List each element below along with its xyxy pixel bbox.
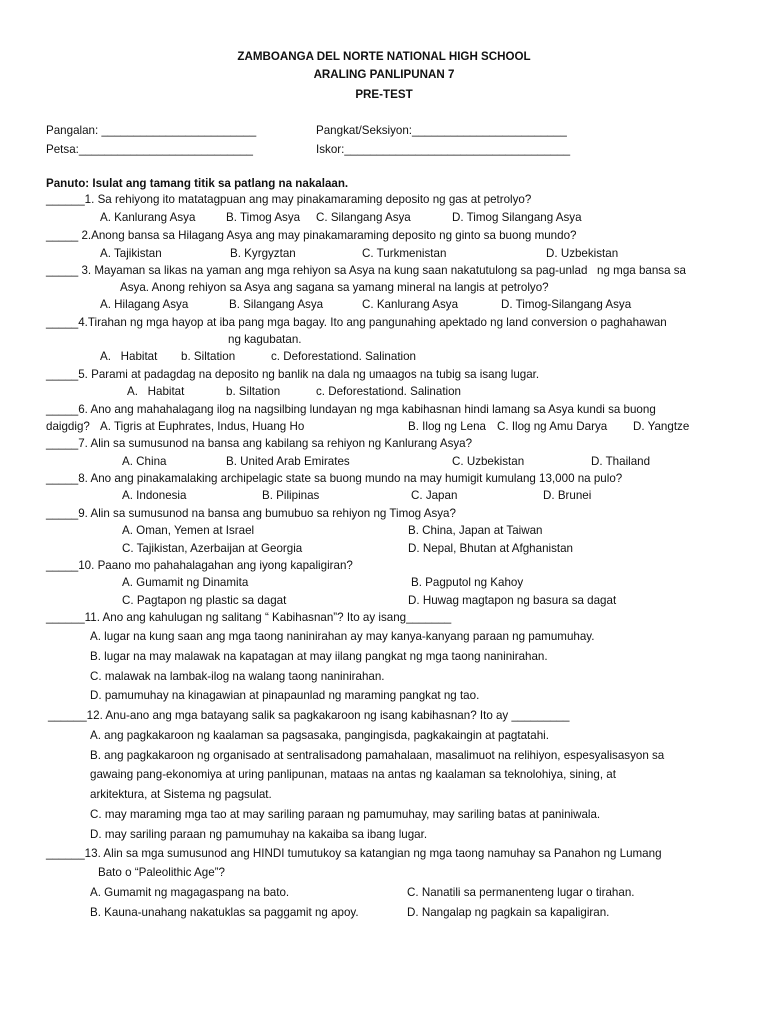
q13-choice-c: C. Nanatili sa permanenteng lugar o tirahan.	[407, 886, 635, 899]
q3-choice-b: B. Silangang Asya	[229, 298, 324, 311]
q8-choice-a: A. Indonesia	[122, 489, 187, 502]
q1-choice-a: A. Kanlurang Asya	[100, 211, 196, 224]
q12-choice-d: D. may sariling paraan ng pamumuhay na kakaiba sa ibang lugar.	[90, 828, 428, 841]
q11-choice-a: A. lugar na kung saan ang mga taong naninirahan ay may kanya-kanyang paraan ng pamumuhay.	[90, 630, 595, 643]
question-5: _____5. Parami at padagdag na deposito ng banlik na dala ng umaagos na tubig sa isang lugar.	[46, 368, 540, 381]
q9-choice-d: D. Nepal, Bhutan at Afghanistan	[408, 542, 574, 555]
q2-choice-a: A. Tajikistan	[100, 247, 162, 260]
subject-title: ARALING PANLIPUNAN 7	[313, 68, 455, 81]
q9-choice-a: A. Oman, Yemen at Israel	[122, 524, 255, 537]
question-1: ______1. Sa rehiyong ito matatagpuan ang may pinakamaraming deposito ng gas at petrolyo?	[46, 193, 532, 206]
q12-choice-c: C. may maraming mga tao at may sariling paraan ng pamumuhay, may sariling batas at paniniwala.	[90, 808, 601, 821]
q13-choice-a: A. Gumamit ng magagaspang na bato.	[90, 886, 290, 899]
question-9: _____9. Alin sa sumusunod na bansa ang bumubuo sa rehiyon ng Timog Asya?	[46, 507, 456, 520]
q10-choice-b: B. Pagputol ng Kahoy	[411, 576, 524, 589]
q2-choice-b: B. Kyrgyztan	[230, 247, 296, 260]
school-title: ZAMBOANGA DEL NORTE NATIONAL HIGH SCHOOL	[237, 50, 531, 63]
q7-choice-c: C. Uzbekistan	[452, 455, 525, 468]
question-13: ______13. Alin sa mga sumusunod ang HINDI tumutukoy sa katangian ng mga taong namuhay sa Panahon ng Lumang	[46, 847, 662, 860]
q8-choice-b: B. Pilipinas	[262, 489, 320, 502]
q3-choice-a: A. Hilagang Asya	[100, 298, 189, 311]
instructions: Panuto: Isulat ang tamang titik sa patlang na nakalaan.	[46, 177, 349, 190]
q7-choice-a: A. China	[122, 455, 167, 468]
q9-choice-c: C. Tajikistan, Azerbaijan at Georgia	[122, 542, 303, 555]
q13-choice-b: B. Kauna-unahang nakatuklas sa paggamit ng apoy.	[90, 906, 359, 919]
question-11: ______11. Ano ang kahulugan ng salitang “ Kabihasnan”? Ito ay isang_______	[46, 611, 452, 624]
q2-choice-d: D. Uzbekistan	[546, 247, 619, 260]
q5-choice-a: A. Habitat	[127, 385, 185, 398]
q10-choice-d: D. Huwag magtapon ng basura sa dagat	[408, 594, 617, 607]
q4-choice-a: A. Habitat	[100, 350, 158, 363]
q4-choice-b: b. Siltation	[181, 350, 236, 363]
question-10: _____10. Paano mo pahahalagahan ang iyong kapaligiran?	[46, 559, 353, 572]
q10-choice-c: C. Pagtapon ng plastic sa dagat	[122, 594, 287, 607]
q8-choice-c: C. Japan	[411, 489, 458, 502]
q12-choice-b: B. ang pagkakaroon ng organisado at sentralisadong pamahalaan, masalimuot na relihiyon, espesyalisasyon sa	[90, 749, 665, 762]
q13-choice-d: D. Nangalap ng pagkain sa kapaligiran.	[407, 906, 610, 919]
q8-choice-d: D. Brunei	[543, 489, 592, 502]
pangkat-field: Pangkat/Seksiyon:________________________	[316, 124, 567, 137]
question-2: _____ 2.Anong bansa sa Hilagang Asya ang may pinakamaraming deposito ng ginto sa buong mundo?	[46, 229, 577, 242]
q1-choice-d: D. Timog Silangang Asya	[452, 211, 582, 224]
question-4-cont: ng kagubatan.	[228, 333, 302, 346]
q6-choice-d: D. Yangtze	[633, 420, 690, 433]
q1-choice-c: C. Silangang Asya	[316, 211, 411, 224]
q3-choice-d: D. Timog-Silangang Asya	[501, 298, 632, 311]
test-title: PRE-TEST	[355, 88, 413, 101]
question-12: ______12. Anu-ano ang mga batayang salik sa pagkakaroon ng isang kabihasnan? Ito ay _________	[48, 709, 570, 722]
q11-choice-d: D. pamumuhay na kinagawian at pinapaunlad ng maraming pangkat ng tao.	[90, 689, 480, 702]
question-7: _____7. Alin sa sumusunod na bansa ang kabilang sa rehiyon ng Kanlurang Asya?	[46, 437, 473, 450]
q4-choice-cd: c. Deforestationd. Salination	[271, 350, 417, 363]
q6-choice-c: C. Ilog ng Amu Darya	[497, 420, 608, 433]
q6-choice-a: A. Tigris at Euphrates, Indus, Huang Ho	[100, 420, 305, 433]
question-4: _____4.Tirahan ng mga hayop at iba pang mga bagay. Ito ang pangunahing apektado ng land conversion o paghahawan	[46, 316, 667, 329]
q7-choice-b: B. United Arab Emirates	[226, 455, 350, 468]
question-6-cont: daigdig?	[46, 420, 90, 433]
question-3-cont: Asya. Anong rehiyon sa Asya ang sagana sa yamang mineral na langis at petrolyo?	[120, 281, 549, 294]
q9-choice-b: B. China, Japan at Taiwan	[408, 524, 543, 537]
q6-choice-b: B. Ilog ng Lena	[408, 420, 486, 433]
petsa-field: Petsa:___________________________	[46, 143, 253, 156]
question-13-cont: Bato o “Paleolithic Age”?	[98, 866, 225, 879]
q12-choice-a: A. ang pagkakaroon ng kaalaman sa pagsasaka, pangingisda, pagkakaingin at pagtatahi.	[90, 729, 549, 742]
question-8: _____8. Ano ang pinakamalaking archipelagic state sa buong mundo na may humigit kumulang 13,000 na pulo?	[46, 472, 623, 485]
question-6: _____6. Ano ang mahahalagang ilog na nagsilbing lundayan ng mga kabihasnan hindi lamang sa Asya kundi sa buong	[46, 403, 656, 416]
q12-choice-b-cont2: arkitektura, at Sistema ng pagsulat.	[90, 788, 272, 801]
q11-choice-b: B. lugar na may malawak na kapatagan at may iilang pangkat ng mga taong naninirahan.	[90, 650, 548, 663]
q2-choice-c: C. Turkmenistan	[362, 247, 447, 260]
iskor-field: Iskor:___________________________________	[316, 143, 571, 156]
q5-choice-b: b. Siltation	[226, 385, 281, 398]
q3-choice-c: C. Kanlurang Asya	[362, 298, 459, 311]
q7-choice-d: D. Thailand	[591, 455, 651, 468]
q12-choice-b-cont: gawaing pang-ekonomiya at uring panlipunan, mataas na antas ng kaalaman sa teknolohiya, sining, at	[90, 768, 616, 781]
q10-choice-a: A. Gumamit ng Dinamita	[122, 576, 249, 589]
pangalan-field: Pangalan: ________________________	[46, 124, 257, 137]
q1-choice-b: B. Timog Asya	[226, 211, 301, 224]
q11-choice-c: C. malawak na lambak-ilog na walang taong naninirahan.	[90, 670, 385, 683]
question-3: _____ 3. Mayaman sa likas na yaman ang mga rehiyon sa Asya na kung saan nakatutulong sa pag-unlad ng mga bansa sa	[46, 264, 687, 277]
q5-choice-cd: c. Deforestationd. Salination	[316, 385, 462, 398]
